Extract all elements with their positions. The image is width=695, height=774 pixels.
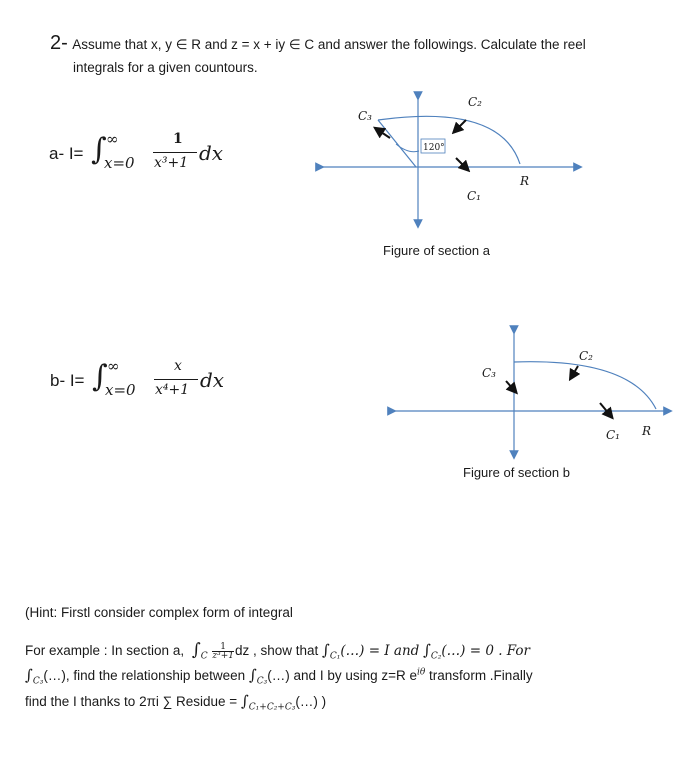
hint-line4-sub: C₁+C₂+C₃ [248, 702, 296, 713]
hint-line4-text-b: (…) ) [295, 694, 327, 709]
part-b-prefix: b- I= [50, 371, 85, 390]
figure-a-c2-arrow [456, 120, 466, 130]
figure-a-label-c1: C₁ [467, 189, 481, 203]
hint-line3-text-b: (…) and I by using z=R e [267, 668, 417, 683]
hint-line2-c1-sub: C₁ [329, 651, 341, 662]
hint-line2 [25, 640, 530, 662]
problem-statement-line2: integrals for a given countours. [73, 60, 258, 75]
part-a-lower-limit: x=0 [104, 154, 135, 172]
part-b-fraction-bar [154, 379, 198, 380]
figure-a-label-c2: C₂ [468, 95, 482, 109]
hint-line2-intro: For example : In section a, [25, 643, 185, 658]
part-b-integral-sign: ∫ [92, 359, 108, 394]
part-b-numerator: x [174, 358, 182, 374]
hint-line2-frac-den: z³+1 [212, 650, 234, 661]
part-a-differential: dx [199, 141, 224, 165]
hint-line4-integral: ∫ [240, 692, 249, 710]
figure-b-diagram [380, 325, 680, 460]
hint-line2-frac [212, 643, 234, 660]
hint-line3-integral-c3b: ∫ [248, 666, 257, 684]
hint-line2-c2-sub: C₂ [430, 651, 442, 662]
figure-a-c3-arrow [378, 130, 390, 138]
problem-statement-line1: Assume that x, y ∈ R and z = x + iy ∈ C and answer the followings. Calculate the reel [72, 37, 586, 52]
figure-b-axes [392, 330, 668, 455]
figure-a-angle-arc [396, 144, 419, 152]
figure-b-label-c3: C₃ [482, 366, 496, 380]
part-b-differential: dx [200, 368, 225, 392]
hint-line3-c3-sub: C₃ [32, 676, 44, 687]
figure-a-label-angle: 120° [423, 143, 445, 153]
hint-line3-integral-c3: ∫ [25, 666, 33, 684]
hint-line2-c2-result: (…) = 0 . For [441, 643, 531, 659]
figure-b-caption: Figure of section b [463, 465, 570, 480]
figure-a-label-r: R [520, 174, 530, 188]
hint-line2-c1-result: (…) = I and [340, 643, 420, 659]
hint-line4 [25, 692, 326, 713]
figure-b-arc-c2 [514, 362, 656, 409]
figure-b-label-r: R [642, 424, 652, 438]
figure-b-label-c2: C₂ [579, 349, 593, 363]
figure-b-c3-arrow [506, 381, 514, 390]
part-a-integral-sign: ∫ [91, 132, 107, 167]
part-b-formula [50, 357, 240, 417]
hint-line3 [25, 666, 533, 687]
hint-line2-dz: dz , show that [234, 643, 319, 658]
hint-line1: (Hint: Firstl consider complex form of integral [25, 605, 293, 620]
part-a-denominator: x³+1 [154, 155, 189, 171]
part-b-upper-limit: ∞ [107, 357, 120, 375]
figure-a-diagram [300, 88, 610, 243]
figure-a-caption: Figure of section a [383, 243, 490, 258]
problem-header [50, 32, 586, 55]
figure-b-c1-arrow [600, 403, 610, 415]
part-b-denominator: x⁴+1 [155, 382, 190, 398]
figure-b-label-c1: C₁ [606, 428, 620, 442]
part-a-numerator: 1 [173, 131, 183, 147]
hint-line2-integral-c2: ∫ [423, 641, 431, 659]
part-a-upper-limit: ∞ [106, 130, 119, 148]
hint-line2-frac-num: 1 [212, 643, 234, 652]
part-a-prefix: a- I= [49, 144, 84, 163]
part-a-fraction-bar [153, 152, 197, 153]
part-b-lower-limit: x=0 [105, 381, 136, 399]
figure-a-label-c3: C₃ [358, 109, 372, 123]
figure-a-ray-c3 [378, 120, 416, 167]
hint-line3-text-a: (…), find the relationship between [43, 668, 246, 683]
part-a-formula [49, 128, 239, 188]
hint-line3-exp: iθ [417, 667, 426, 678]
problem-number: 2- [50, 32, 68, 54]
figure-a-arc-c2 [378, 116, 520, 164]
figure-b-c2-arrow [572, 366, 578, 376]
hint-line2-integral-c1: ∫ [322, 641, 330, 659]
hint-line3-text-c: transform .Finally [425, 668, 533, 683]
hint-line2-integral: ∫ [191, 640, 201, 660]
hint-line3-c3b-sub: C₃ [256, 676, 268, 687]
hint-line4-text-a: find the I thanks to 2πi ∑ Residue = [25, 694, 238, 709]
hint-line2-sub: C [200, 651, 208, 662]
